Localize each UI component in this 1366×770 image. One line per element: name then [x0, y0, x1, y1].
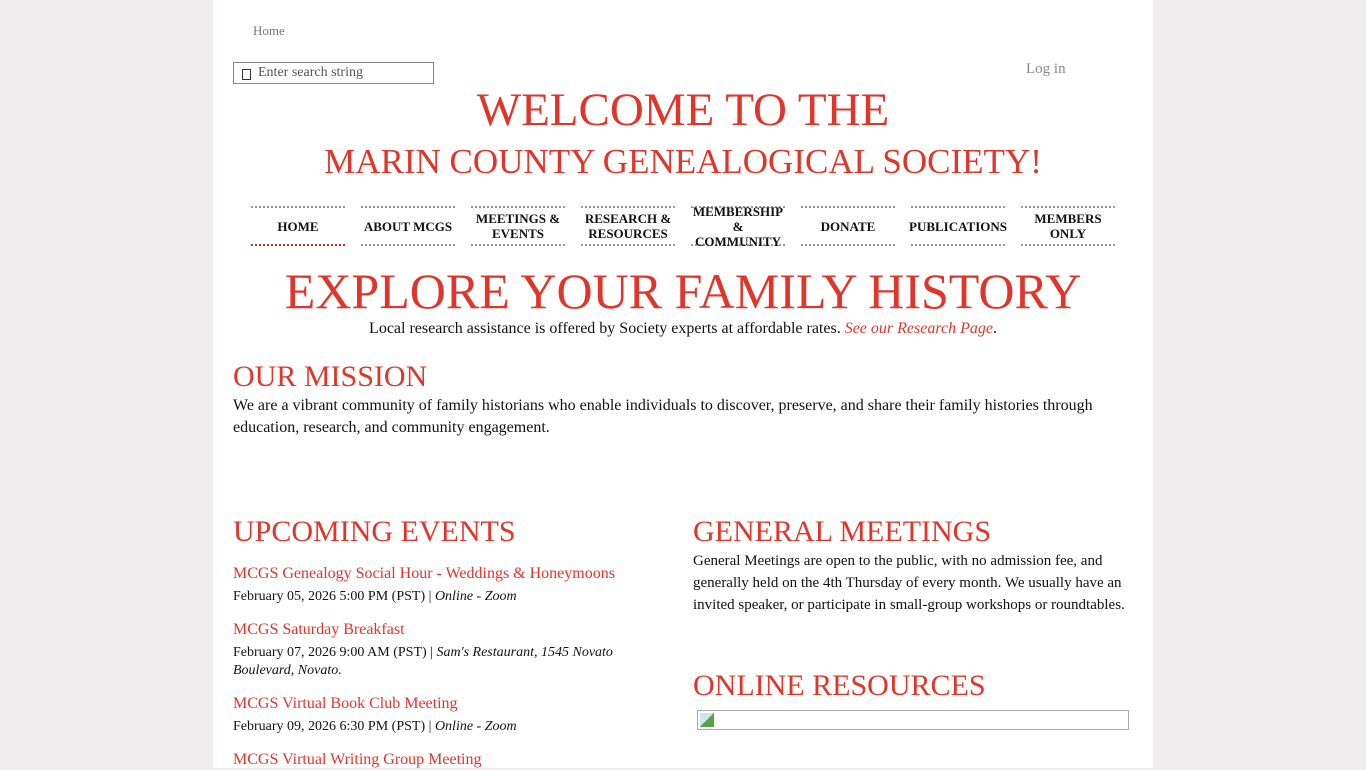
welcome-title: WELCOME TO THE [476, 84, 890, 136]
event-item [233, 564, 633, 606]
event-date: February 07, 2026 9:00 AM (PST) [233, 645, 427, 660]
event-title[interactable]: MCGS Saturday Breakfast [233, 621, 405, 638]
mission-text: We are a vibrant community of family historians who enable individuals to discover, preserve, and share their family histories through education, research, and community engagement. [233, 397, 1093, 436]
main-nav [251, 203, 1115, 249]
search-icon [242, 69, 251, 80]
event-item [233, 694, 633, 736]
event-details: February 09, 2026 6:30 PM (PST) | Online - Zoom [233, 719, 517, 734]
meetings-title: GENERAL MEETINGS [693, 515, 992, 548]
event-location: Online - Zoom [434, 589, 517, 604]
hero-text [213, 320, 1153, 338]
event-title[interactable]: MCGS Genealogy Social Hour - Weddings & Honeymoons [233, 565, 615, 582]
page [213, 0, 1153, 768]
search-input[interactable] [258, 64, 428, 82]
society-title: MARIN COUNTY GENEALOGICAL SOCIETY! [324, 142, 1042, 181]
nav-publications[interactable]: PUBLICATIONS [911, 206, 1005, 246]
login-link[interactable]: Log in [1026, 61, 1066, 77]
hero-text-end: . [992, 320, 997, 337]
mission-title: OUR MISSION [233, 360, 428, 393]
event-title[interactable]: MCGS Virtual Book Club Meeting [233, 695, 458, 712]
nav-home[interactable]: HOME [251, 206, 345, 246]
event-item [233, 620, 633, 680]
research-page-link[interactable]: See our Research Page [844, 320, 993, 337]
event-location: Sam's Restaurant, 1545 Novato Boulevard, Novato. [233, 645, 613, 678]
broken-image-icon [700, 713, 714, 727]
nav-meetings-events[interactable]: MEETINGS & EVENTS [471, 206, 565, 246]
event-details: February 07, 2026 9:00 AM (PST) | Sam's Restaurant, 1545 Novato Boulevard, Novato. [233, 645, 613, 678]
nav-membership-community[interactable]: MEMBERSHIP & COMMUNITY [692, 203, 784, 249]
resources-title: ONLINE RESOURCES [693, 669, 986, 702]
search-box[interactable] [233, 62, 434, 84]
nav-members-only[interactable]: MEMBERS ONLY [1021, 206, 1115, 246]
nav-donate[interactable]: DONATE [801, 206, 895, 246]
event-item [233, 750, 633, 770]
hero-title: EXPLORE YOUR FAMILY HISTORY [284, 263, 1082, 319]
meetings-text: General Meetings are open to the public, with no admission fee, and generally held on the 4th Thursday of every month. We usually have an invited speaker, or participate in small-group workshops or roundtables. [693, 553, 1125, 613]
event-title[interactable]: MCGS Virtual Writing Group Meeting [233, 751, 482, 768]
event-date: February 05, 2026 5:00 PM (PST) [233, 589, 426, 604]
event-date: February 09, 2026 6:30 PM (PST) [233, 719, 426, 734]
breadcrumb-home[interactable]: Home [253, 23, 285, 38]
hero-text-body: Local research assistance is offered by Society experts at affordable rates. [369, 320, 845, 337]
event-details: February 05, 2026 5:00 PM (PST) | Online - Zoom [233, 589, 517, 604]
events-title: UPCOMING EVENTS [233, 515, 516, 548]
event-location: Online - Zoom [434, 719, 517, 734]
nav-about[interactable]: ABOUT MCGS [361, 206, 455, 246]
nav-research-resources[interactable]: RESEARCH & RESOURCES [581, 206, 675, 246]
resources-image[interactable] [697, 710, 1129, 730]
